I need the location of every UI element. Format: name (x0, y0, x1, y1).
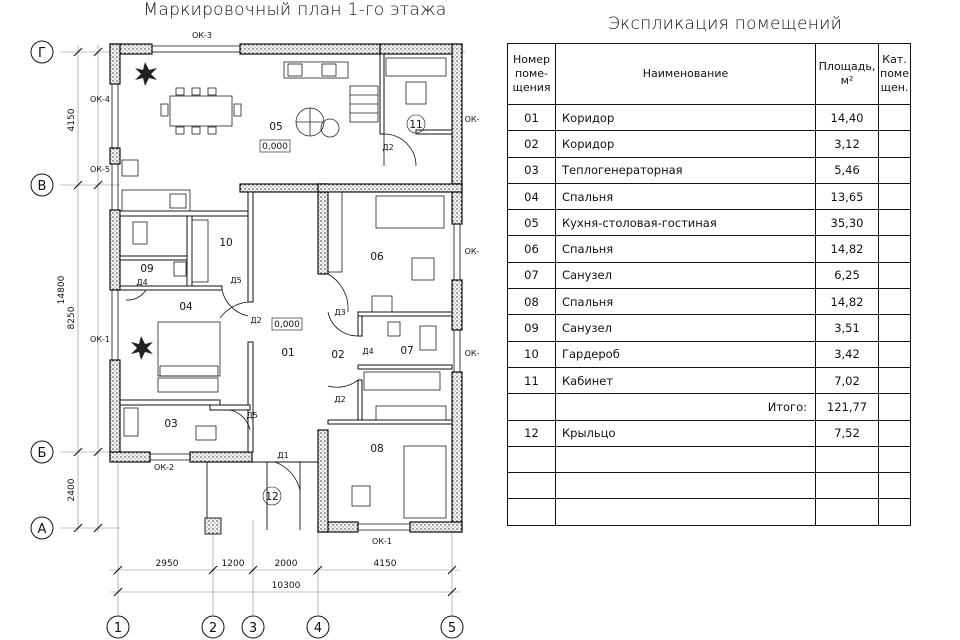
cell-area: 3,42 (816, 341, 879, 367)
cell-area: 3,12 (816, 131, 879, 157)
table-empty-row (508, 499, 911, 525)
table-empty-row (508, 473, 911, 499)
empty-cell (816, 473, 879, 499)
header-area: Площадь, м² (816, 44, 879, 105)
cell-name: Крыльцо (556, 420, 816, 446)
axis-label-col: 3 (248, 621, 258, 636)
window-label: ОК- (464, 349, 480, 358)
cell-area: 7,02 (816, 367, 879, 393)
cell-name: Гардероб (556, 341, 816, 367)
door-label: Д1 (277, 451, 289, 460)
empty-cell (816, 499, 879, 525)
cell-name: Спальня (556, 236, 816, 262)
axis-label-row: В (37, 179, 47, 194)
level-mark: 0,000 (274, 320, 300, 330)
axis-grid (60, 45, 465, 615)
table-title: Экспликация помещений (607, 14, 843, 34)
header-number: Номер поме-щения (508, 44, 556, 105)
cell-name: Теплогенераторная (556, 157, 816, 183)
room-mark: 02 (331, 349, 345, 361)
empty-cell (556, 446, 816, 472)
cell-area: 3,51 (816, 315, 879, 341)
door-label: Д2 (382, 143, 394, 152)
table-total-row (508, 394, 911, 420)
cell-category (879, 210, 911, 236)
room-mark: 05 (269, 121, 283, 133)
dim-label: 2950 (155, 559, 179, 569)
dim-label: 8250 (67, 306, 77, 330)
porch (205, 462, 318, 534)
room-mark: 10 (219, 237, 233, 249)
cell-category (879, 131, 911, 157)
dim-label: 14800 (57, 275, 67, 305)
window-label: ОК-5 (90, 165, 110, 174)
table-row (508, 420, 911, 446)
cell-category (879, 394, 911, 420)
door-label: Д5 (246, 411, 258, 420)
cell-category (879, 105, 911, 131)
window-label: ОК- (464, 247, 480, 256)
total-value: 121,77 (816, 394, 879, 420)
cell-name: Кухня-столовая-гостиная (556, 210, 816, 236)
dim-label: 2000 (274, 559, 298, 569)
cell-name: Кабинет (556, 367, 816, 393)
window-label: ОК-3 (192, 31, 212, 40)
cell-category (879, 236, 911, 262)
empty-cell (556, 499, 816, 525)
table-row (508, 131, 911, 157)
axis-label-col: 1 (113, 621, 123, 636)
cell-area: 13,65 (816, 183, 879, 209)
room-mark: 03 (164, 418, 178, 430)
cell-number: 03 (508, 157, 556, 183)
cell-name: Санузел (556, 262, 816, 288)
empty-cell (879, 446, 911, 472)
table-row (508, 236, 911, 262)
room-mark: 04 (179, 301, 193, 313)
cell-number (508, 394, 556, 420)
cell-number: 01 (508, 105, 556, 131)
cell-area: 14,82 (816, 236, 879, 262)
cell-area: 14,82 (816, 289, 879, 315)
dimension-labels (57, 108, 397, 591)
room-mark: 06 (370, 251, 384, 263)
axis-label-row: А (37, 522, 47, 537)
dim-label: 2400 (67, 478, 77, 502)
axis-label-col: 4 (313, 621, 323, 636)
empty-cell (879, 499, 911, 525)
door-label: Д2 (334, 395, 346, 404)
table-row (508, 183, 911, 209)
axis-bubbles-cols (107, 616, 463, 638)
empty-cell (508, 446, 556, 472)
empty-cell (556, 473, 816, 499)
dim-label: 10300 (271, 581, 301, 591)
cell-name: Спальня (556, 183, 816, 209)
room-explication-table (507, 43, 911, 526)
cell-area: 7,52 (816, 420, 879, 446)
cell-number: 07 (508, 262, 556, 288)
cell-category (879, 315, 911, 341)
door-label: Д4 (362, 347, 374, 356)
cell-number: 02 (508, 131, 556, 157)
cell-category (879, 157, 911, 183)
door-label: Д3 (334, 308, 346, 317)
cell-category (879, 183, 911, 209)
table-row (508, 315, 911, 341)
door-label: Д2 (250, 316, 262, 325)
dim-label: 4150 (373, 559, 397, 569)
room-mark: 09 (140, 263, 154, 275)
cell-number: 08 (508, 289, 556, 315)
window-label: ОК- (464, 115, 480, 124)
level-mark: 0,000 (262, 142, 288, 152)
cell-area: 6,25 (816, 262, 879, 288)
plan-title: Маркировочный план 1-го этажа (143, 0, 447, 20)
empty-cell (816, 446, 879, 472)
table-row (508, 262, 911, 288)
cell-number: 11 (508, 367, 556, 393)
cell-number: 04 (508, 183, 556, 209)
axis-label-col: 2 (208, 621, 218, 636)
cell-number: 05 (508, 210, 556, 236)
cell-category (879, 420, 911, 446)
door-label: Д5 (230, 276, 242, 285)
cell-area: 35,30 (816, 210, 879, 236)
cell-name: Санузел (556, 315, 816, 341)
cell-category (879, 262, 911, 288)
axis-label-row: Б (37, 446, 47, 461)
window-label: ОК-1 (90, 335, 110, 344)
dim-label: 1200 (221, 559, 245, 569)
empty-cell (508, 473, 556, 499)
table-row (508, 105, 911, 131)
header-name: Наименование (556, 44, 816, 105)
table-row (508, 367, 911, 393)
room-mark: 01 (281, 347, 295, 359)
door-label: Д4 (136, 278, 148, 287)
cell-category (879, 367, 911, 393)
table-row (508, 341, 911, 367)
empty-cell (879, 473, 911, 499)
table-row (508, 210, 911, 236)
axis-label-col: 5 (447, 621, 457, 636)
table-row (508, 157, 911, 183)
axis-bubbles-rows (31, 41, 53, 539)
cell-category (879, 341, 911, 367)
axis-label-row: Г (38, 46, 46, 61)
cell-number: 06 (508, 236, 556, 262)
header-category: Кат. поме щен. (879, 44, 911, 105)
room-mark: 07 (400, 345, 414, 357)
cell-name: Спальня (556, 289, 816, 315)
room-labels (140, 115, 425, 505)
cell-name: Коридор (556, 131, 816, 157)
cell-area: 5,46 (816, 157, 879, 183)
room-mark: 11 (409, 119, 423, 131)
total-label: Итого: (556, 394, 816, 420)
table-empty-row (508, 446, 911, 472)
cell-category (879, 289, 911, 315)
cell-name: Коридор (556, 105, 816, 131)
cell-number: 10 (508, 341, 556, 367)
dim-label: 4150 (67, 108, 77, 132)
cell-area: 14,40 (816, 105, 879, 131)
window-label: ОК-1 (372, 537, 392, 546)
table-header-row (508, 44, 911, 105)
window-label: ОК-2 (154, 463, 174, 472)
room-mark: 12 (265, 491, 279, 503)
level-marks (260, 140, 302, 330)
window-label: ОК-4 (90, 95, 110, 104)
cell-number: 12 (508, 420, 556, 446)
room-mark: 08 (370, 443, 384, 455)
cell-number: 09 (508, 315, 556, 341)
table-row (508, 289, 911, 315)
empty-cell (508, 499, 556, 525)
